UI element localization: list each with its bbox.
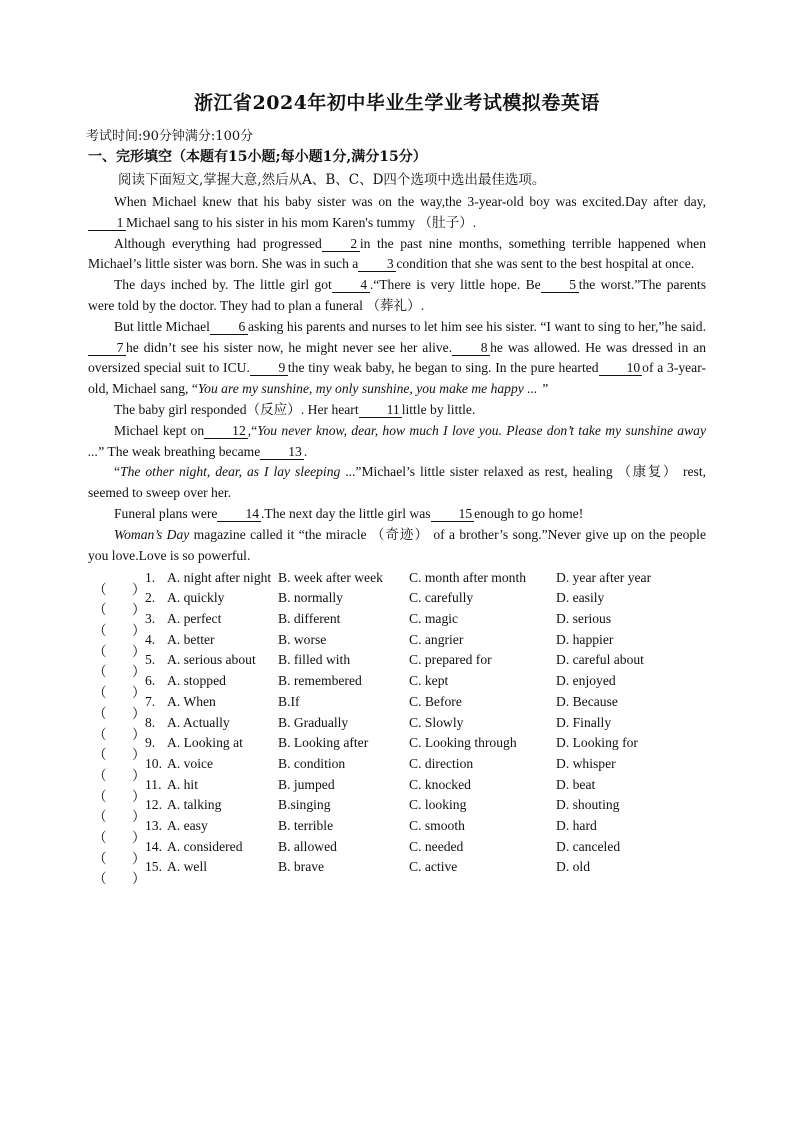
option-a: A. better xyxy=(167,631,215,647)
blank-10: 10 xyxy=(599,360,643,376)
text: the tiny weak baby, he began to sing. In the pure hearted xyxy=(287,360,599,376)
song-lyric: You never know, dear, how much I love you. Please don’t take my sunshine away ... xyxy=(88,422,706,459)
option-d: D. happier xyxy=(556,631,614,647)
option-d: D. Because xyxy=(556,693,618,709)
section-heading: 一、完形填空（本题有15小题;每小题1分,满分15分） xyxy=(88,149,427,165)
paren-open: （ xyxy=(93,767,107,783)
paren-open: （ xyxy=(93,788,107,804)
paragraph xyxy=(88,504,706,525)
question-number: 7. xyxy=(145,693,156,709)
text: little by little. xyxy=(401,401,476,417)
question-number: 15. xyxy=(145,859,162,875)
option-b: B. week after week xyxy=(278,569,383,585)
option-d: D. easily xyxy=(556,590,605,606)
song-lyric: You are my sunshine, my only sunshine, you make me happy ... ” xyxy=(197,381,549,397)
option-b: B. normally xyxy=(278,590,343,606)
option-a: A. When xyxy=(167,693,216,709)
option-b: B. different xyxy=(278,611,341,627)
text: in the past nine months, something terrible happened when Michael’s little sister was born. She was in such a xyxy=(88,235,707,272)
text: Michael sang to his sister in his mom Karen's tummy （肚子）. xyxy=(126,214,477,230)
paren-close: ） xyxy=(132,850,146,866)
question-number: 6. xyxy=(145,673,156,689)
paren-close: ） xyxy=(132,623,146,639)
paragraph xyxy=(88,275,706,317)
blank-8: 8 xyxy=(452,340,490,356)
option-b: B. terrible xyxy=(278,817,334,833)
question-number: 11. xyxy=(145,776,162,792)
paren-open: （ xyxy=(93,664,107,680)
option-d: D. old xyxy=(556,859,590,875)
option-d: D. year after year xyxy=(556,569,652,585)
option-d: D. hard xyxy=(556,817,597,833)
option-b: B. filled with xyxy=(278,652,351,668)
paren-open: （ xyxy=(93,685,107,701)
question-row xyxy=(88,629,706,659)
paren-open: （ xyxy=(93,643,107,659)
blank-13: 13 xyxy=(260,444,304,460)
blank-7: 7 xyxy=(88,340,126,356)
option-a: A. Actually xyxy=(167,714,230,730)
question-number: 3. xyxy=(145,611,156,627)
paragraph xyxy=(88,317,706,400)
question-number: 5. xyxy=(145,652,156,668)
paren-close: ） xyxy=(132,747,146,763)
question-row xyxy=(88,754,706,783)
paren-open: （ xyxy=(93,871,107,887)
paren-open: （ xyxy=(93,809,107,825)
song-lyric: The other night, dear, as I lay sleeping xyxy=(120,464,341,480)
option-a: A. easy xyxy=(167,817,208,833)
text: magazine called it “the miracle （奇迹） of a brother’s song.”Never give up on the people you love.Love is so powerful. xyxy=(88,526,706,563)
question-number: 10. xyxy=(145,755,162,771)
paren-close: ） xyxy=(132,664,146,680)
option-c: C. Looking through xyxy=(409,735,517,751)
paragraph xyxy=(88,462,706,504)
option-c: C. needed xyxy=(409,838,464,854)
option-d: D. enjoyed xyxy=(556,673,616,689)
text: ...”Michael’s little sister relaxed as rest, healing （康复） rest, seemed to sweep over her. xyxy=(88,464,706,501)
paren-close: ） xyxy=(132,602,146,618)
paragraph xyxy=(88,234,706,276)
text: enough to go home! xyxy=(474,505,584,521)
option-b: B. Looking after xyxy=(278,735,369,751)
option-c: C. Slowly xyxy=(409,714,464,730)
option-b: B. allowed xyxy=(278,838,337,854)
paren-open: （ xyxy=(93,602,107,618)
blank-9: 9 xyxy=(250,360,288,376)
paren-open: （ xyxy=(93,705,107,721)
question-row xyxy=(88,836,706,866)
blank-3: 3 xyxy=(358,256,396,272)
option-b: B. Gradually xyxy=(278,714,349,730)
text: .The next day the little girl was xyxy=(261,505,431,521)
question-row xyxy=(88,567,706,597)
text: The baby girl responded（反应）. Her heart xyxy=(114,401,359,417)
option-d: D. canceled xyxy=(556,838,621,854)
paren-open: （ xyxy=(93,623,107,639)
paren-close: ） xyxy=(132,643,146,659)
option-a: A. voice xyxy=(167,755,214,771)
option-a: A. hit xyxy=(167,776,198,792)
text: he was allowed. He was dressed in an oversized special suit to ICU. xyxy=(88,339,706,376)
option-b: B. remembered xyxy=(278,673,362,689)
text: Funeral plans were xyxy=(114,505,218,521)
option-c: C. prepared for xyxy=(409,652,492,668)
paren-close: ） xyxy=(132,809,146,825)
option-c: C. angrier xyxy=(409,631,464,647)
option-a: A. stopped xyxy=(167,673,226,689)
blank-1: 1 xyxy=(88,215,126,231)
paragraph xyxy=(88,525,706,567)
option-a: A. perfect xyxy=(167,611,222,627)
question-row xyxy=(88,712,706,742)
question-row xyxy=(88,774,706,804)
text: of a 3-year-old, Michael sang, “ xyxy=(88,360,706,397)
option-b: B. condition xyxy=(278,755,346,771)
option-d: D. Looking for xyxy=(556,735,638,751)
text: But little Michael xyxy=(114,318,210,334)
option-a: A. talking xyxy=(167,797,222,813)
text: the worst.”The parents were told by the doctor. They had to plan a funeral （葬礼）. xyxy=(88,277,706,313)
option-c: C. carefully xyxy=(409,590,474,606)
option-a: A. quickly xyxy=(167,590,225,606)
text: . xyxy=(303,443,308,459)
question-number: 9. xyxy=(145,735,156,751)
option-d: D. beat xyxy=(556,776,596,792)
option-d: D. Finally xyxy=(556,714,612,730)
option-c: C. smooth xyxy=(409,817,465,833)
blank-5: 5 xyxy=(541,277,579,293)
paragraph xyxy=(88,192,706,234)
question-row xyxy=(88,816,706,845)
page-title: 浙江省2024年初中毕业生学业考试模拟卷英语 xyxy=(194,92,600,114)
text: “ xyxy=(114,464,121,480)
instructions: 阅读下面短文,掌握大意,然后从A、B、C、D四个选项中选出最佳选项。 xyxy=(118,172,546,188)
option-b: B. worse xyxy=(278,631,327,647)
text: condition that she was sent to the best hospital at once. xyxy=(396,256,695,272)
text: asking his parents and nurses to let him see his sister. “I want to sing to her,”he said. xyxy=(247,318,706,334)
paren-open: （ xyxy=(93,581,107,597)
paren-close: ） xyxy=(132,788,146,804)
paren-open: （ xyxy=(93,850,107,866)
question-number: 1. xyxy=(145,569,156,585)
option-d: D. whisper xyxy=(556,755,616,771)
exam-page xyxy=(86,88,707,887)
paren-open: （ xyxy=(93,829,107,845)
option-d: D. careful about xyxy=(556,652,644,668)
option-a: A. well xyxy=(167,859,208,875)
paren-open: （ xyxy=(93,747,107,763)
paragraph xyxy=(88,421,706,463)
exam-info: 考试时间:90分钟满分:100分 xyxy=(86,129,254,144)
option-d: D. serious xyxy=(556,611,612,627)
option-a: A. serious about xyxy=(167,652,256,668)
text: Although everything had progressed xyxy=(114,235,322,251)
question-list xyxy=(88,567,706,887)
text: ” The weak breathing became xyxy=(98,443,261,459)
text: ,“ xyxy=(247,422,258,438)
question-row xyxy=(88,650,706,680)
option-c: C. direction xyxy=(409,755,474,771)
option-b: B. brave xyxy=(278,859,325,875)
option-d: D. shouting xyxy=(556,797,620,813)
option-c: C. kept xyxy=(409,673,449,689)
text: Michael kept on xyxy=(114,422,205,438)
option-a: A. Looking at xyxy=(167,735,243,751)
blank-12: 12 xyxy=(204,423,248,439)
question-number: 8. xyxy=(145,714,156,730)
option-b: B.If xyxy=(278,693,300,709)
paren-close: ） xyxy=(132,829,146,845)
question-row xyxy=(88,857,706,887)
option-c: C. Before xyxy=(409,693,462,709)
question-row xyxy=(88,691,706,721)
question-number: 2. xyxy=(145,590,156,606)
text: When Michael knew that his baby sister was on the way,the 3-year-old boy was excited.Day after day, xyxy=(114,194,706,209)
option-c: C. month after month xyxy=(409,569,527,585)
option-c: C. active xyxy=(409,859,458,875)
paren-close: ） xyxy=(132,705,146,721)
blank-14: 14 xyxy=(217,506,261,522)
paren-close: ） xyxy=(132,871,146,887)
text: The days inched by. The little girl got xyxy=(114,277,332,293)
option-a: A. night after night xyxy=(167,569,272,585)
blank-11: 11 xyxy=(359,402,402,418)
option-c: C. magic xyxy=(409,611,459,627)
text: he didn’t see his sister now, he might never see her alive. xyxy=(126,339,453,355)
question-number: 14. xyxy=(145,838,162,854)
paren-close: ） xyxy=(132,581,146,597)
option-b: B. jumped xyxy=(278,776,335,792)
question-row xyxy=(88,588,706,618)
blank-2: 2 xyxy=(322,236,360,252)
option-c: C. looking xyxy=(409,797,467,813)
option-b: B.singing xyxy=(278,797,331,813)
blank-6: 6 xyxy=(210,319,248,335)
option-a: A. considered xyxy=(167,838,243,854)
blank-15: 15 xyxy=(431,506,475,522)
blank-4: 4 xyxy=(332,277,370,293)
passage xyxy=(88,192,706,566)
option-c: C. knocked xyxy=(409,776,471,792)
magazine-name: Woman’s Day xyxy=(114,526,190,542)
question-number: 4. xyxy=(145,631,156,647)
question-number: 12. xyxy=(145,797,162,813)
paragraph xyxy=(88,400,706,421)
paren-close: ） xyxy=(132,726,146,742)
paren-open: （ xyxy=(93,726,107,742)
text: .“There is very little hope. Be xyxy=(369,277,541,293)
paren-close: ） xyxy=(132,767,146,783)
paren-close: ） xyxy=(132,685,146,701)
question-number: 13. xyxy=(145,817,162,833)
